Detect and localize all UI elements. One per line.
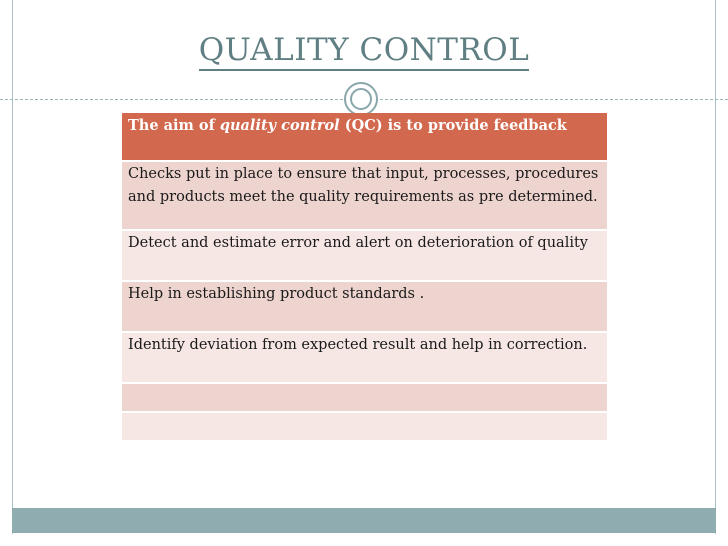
table-row-empty <box>122 384 607 413</box>
table-cell: Identify deviation from expected result and help in correction. <box>122 333 607 384</box>
table-cell <box>122 413 607 442</box>
bottom-accent-band <box>12 508 716 533</box>
table-row <box>122 333 607 384</box>
quality-control-table <box>122 113 607 442</box>
table-header-cell <box>122 113 607 162</box>
table-cell: Detect and estimate error and alert on deterioration of quality <box>122 231 607 282</box>
table-cell <box>122 384 607 413</box>
table-cell: Checks put in place to ensure that input, processes, procedures and products meet the quality requirements as pre determined. <box>122 162 607 231</box>
table-row-empty <box>122 413 607 442</box>
circle-ornament-icon <box>344 82 378 116</box>
header-text-part2: (QC) is to provide feedback <box>339 117 567 134</box>
slide-title <box>0 32 728 68</box>
slide-title-text: QUALITY CONTROL <box>199 32 530 71</box>
table-row <box>122 282 607 333</box>
table-cell: Help in establishing product standards . <box>122 282 607 333</box>
table-header-row <box>122 113 607 162</box>
table-row <box>122 162 607 231</box>
header-text-part1: The aim of <box>128 117 220 134</box>
header-text-emphasis: quality control <box>219 117 340 134</box>
table-row <box>122 231 607 282</box>
